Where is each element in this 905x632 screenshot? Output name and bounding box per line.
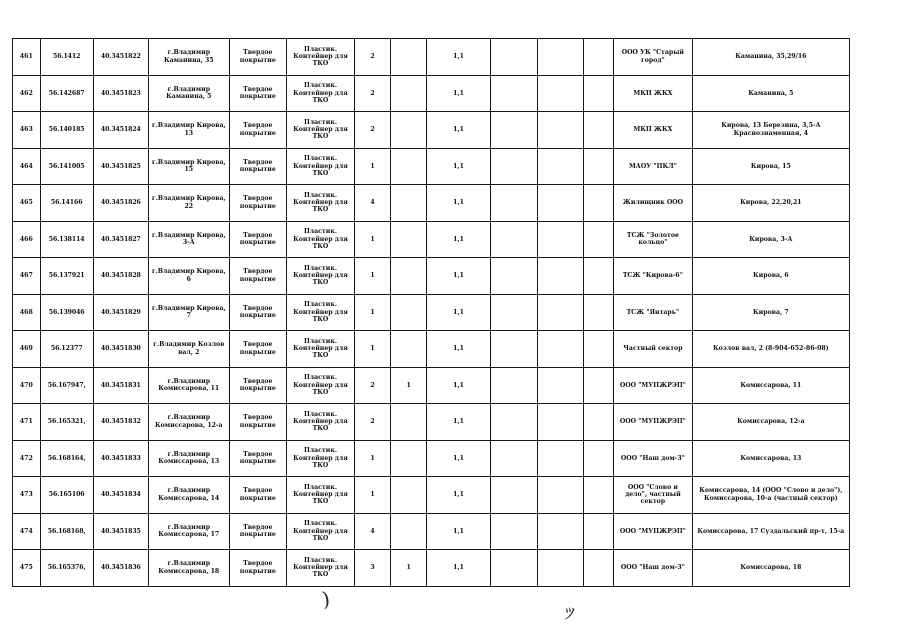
latitude-cell: 56.168168, [40, 513, 93, 550]
empty-cell [490, 221, 537, 258]
longitude-cell: 40.3451834 [93, 477, 148, 514]
row-number: 475 [13, 550, 41, 587]
address-cell: г.Владимир Каманина, 35 [148, 39, 229, 76]
surface-cell: Твердое покрытие [229, 39, 286, 76]
longitude-cell: 40.3451823 [93, 75, 148, 112]
surface-cell: Твердое покрытие [229, 148, 286, 185]
container-type-cell: Пластик. Контейнер для ТКО [286, 258, 354, 295]
latitude-cell: 56.14166 [40, 185, 93, 222]
container-count-extra-cell [391, 39, 427, 76]
empty-cell [490, 258, 537, 295]
table-body [13, 39, 850, 587]
volume-cell: 1,1 [427, 39, 491, 76]
empty-cell [584, 112, 614, 149]
address-cell: г.Владимир Козлов вал, 2 [148, 331, 229, 368]
served-objects-cell: Кирова, 6 [692, 258, 849, 295]
empty-cell [584, 75, 614, 112]
signature-mark-right: ﾂ [562, 603, 576, 626]
served-objects-cell: Кирова, 13 Березина, 3,5-А Краснознаменная, 4 [692, 112, 849, 149]
longitude-cell: 40.3451835 [93, 513, 148, 550]
served-objects-cell: Комиссарова, 17 Суздальский пр-т, 15-а [692, 513, 849, 550]
longitude-cell: 40.3451827 [93, 221, 148, 258]
owner-cell: МКП ЖКХ [614, 112, 693, 149]
longitude-cell: 40.3451826 [93, 185, 148, 222]
empty-cell [537, 258, 584, 295]
row-number: 463 [13, 112, 41, 149]
longitude-cell: 40.3451833 [93, 440, 148, 477]
address-cell: г.Владимир Кирова, 3-А [148, 221, 229, 258]
row-number: 470 [13, 367, 41, 404]
empty-cell [584, 550, 614, 587]
address-cell: г.Владимир Комиссарова, 18 [148, 550, 229, 587]
empty-cell [584, 477, 614, 514]
row-number: 466 [13, 221, 41, 258]
empty-cell [584, 39, 614, 76]
empty-cell [584, 331, 614, 368]
owner-cell: ТСЖ "Кирова-6" [614, 258, 693, 295]
owner-cell: ООО "Наш дом-3" [614, 550, 693, 587]
container-count-cell: 1 [354, 258, 390, 295]
longitude-cell: 40.3451828 [93, 258, 148, 295]
table-row [13, 39, 850, 76]
owner-cell: ТСЖ "Золотое кольцо" [614, 221, 693, 258]
surface-cell: Твердое покрытие [229, 221, 286, 258]
container-count-extra-cell [391, 221, 427, 258]
latitude-cell: 56.168164, [40, 440, 93, 477]
empty-cell [490, 477, 537, 514]
volume-cell: 1,1 [427, 550, 491, 587]
empty-cell [490, 550, 537, 587]
container-count-cell: 2 [354, 75, 390, 112]
empty-cell [537, 39, 584, 76]
container-count-extra-cell [391, 440, 427, 477]
latitude-cell: 56.138114 [40, 221, 93, 258]
table-row [13, 258, 850, 295]
container-type-cell: Пластик. Контейнер для ТКО [286, 331, 354, 368]
surface-cell: Твердое покрытие [229, 550, 286, 587]
container-type-cell: Пластик. Контейнер для ТКО [286, 185, 354, 222]
address-cell: г.Владимир Комиссарова, 12-а [148, 404, 229, 441]
container-type-cell: Пластик. Контейнер для ТКО [286, 513, 354, 550]
registry-sheet [12, 38, 850, 587]
empty-cell [490, 148, 537, 185]
latitude-cell: 56.140185 [40, 112, 93, 149]
owner-cell: ООО "МУПЖРЭП" [614, 367, 693, 404]
served-objects-cell: Комиссарова, 14 (ООО "Слово и дело"), Комиссарова, 10-а (частный сектор) [692, 477, 849, 514]
surface-cell: Твердое покрытие [229, 75, 286, 112]
table-row [13, 112, 850, 149]
empty-cell [537, 148, 584, 185]
longitude-cell: 40.3451822 [93, 39, 148, 76]
volume-cell: 1,1 [427, 258, 491, 295]
table-row [13, 185, 850, 222]
address-cell: г.Владимир Кирова, 15 [148, 148, 229, 185]
owner-cell: ТСЖ "Янтарь" [614, 294, 693, 331]
container-count-extra-cell [391, 75, 427, 112]
empty-cell [490, 367, 537, 404]
table-row [13, 367, 850, 404]
address-cell: г.Владимир Кирова, 7 [148, 294, 229, 331]
container-count-extra-cell [391, 331, 427, 368]
container-count-cell: 2 [354, 404, 390, 441]
volume-cell: 1,1 [427, 440, 491, 477]
empty-cell [584, 185, 614, 222]
latitude-cell: 56.167947, [40, 367, 93, 404]
longitude-cell: 40.3451836 [93, 550, 148, 587]
container-type-cell: Пластик. Контейнер для ТКО [286, 39, 354, 76]
empty-cell [490, 404, 537, 441]
row-number: 467 [13, 258, 41, 295]
empty-cell [490, 39, 537, 76]
volume-cell: 1,1 [427, 221, 491, 258]
empty-cell [537, 185, 584, 222]
empty-cell [490, 75, 537, 112]
owner-cell: Жилищник ООО [614, 185, 693, 222]
container-count-extra-cell [391, 513, 427, 550]
container-type-cell: Пластик. Контейнер для ТКО [286, 477, 354, 514]
served-objects-cell: Кирова, 7 [692, 294, 849, 331]
owner-cell: МКП ЖКХ [614, 75, 693, 112]
served-objects-cell: Каманина, 5 [692, 75, 849, 112]
longitude-cell: 40.3451831 [93, 367, 148, 404]
empty-cell [537, 294, 584, 331]
empty-cell [584, 258, 614, 295]
container-type-cell: Пластик. Контейнер для ТКО [286, 221, 354, 258]
owner-cell: ООО "Наш дом-3" [614, 440, 693, 477]
container-type-cell: Пластик. Контейнер для ТКО [286, 75, 354, 112]
volume-cell: 1,1 [427, 331, 491, 368]
signature-mark-left: ) [320, 586, 332, 612]
container-count-cell: 1 [354, 331, 390, 368]
container-count-cell: 1 [354, 294, 390, 331]
container-count-extra-cell [391, 185, 427, 222]
container-count-extra-cell [391, 148, 427, 185]
volume-cell: 1,1 [427, 112, 491, 149]
table-row [13, 404, 850, 441]
empty-cell [537, 331, 584, 368]
empty-cell [584, 513, 614, 550]
container-count-cell: 1 [354, 477, 390, 514]
table-row [13, 550, 850, 587]
longitude-cell: 40.3451832 [93, 404, 148, 441]
served-objects-cell: Козлов вал, 2 (8-904-652-86-08) [692, 331, 849, 368]
surface-cell: Твердое покрытие [229, 331, 286, 368]
volume-cell: 1,1 [427, 75, 491, 112]
served-objects-cell: Комиссарова, 12-а [692, 404, 849, 441]
container-type-cell: Пластик. Контейнер для ТКО [286, 550, 354, 587]
served-objects-cell: Кирова, 3-А [692, 221, 849, 258]
empty-cell [490, 513, 537, 550]
latitude-cell: 56.137921 [40, 258, 93, 295]
surface-cell: Твердое покрытие [229, 513, 286, 550]
empty-cell [537, 75, 584, 112]
owner-cell: ООО "Слово и дело", частный сектор [614, 477, 693, 514]
surface-cell: Твердое покрытие [229, 440, 286, 477]
row-number: 474 [13, 513, 41, 550]
container-count-extra-cell [391, 477, 427, 514]
table-row [13, 477, 850, 514]
served-objects-cell: Комиссарова, 11 [692, 367, 849, 404]
surface-cell: Твердое покрытие [229, 294, 286, 331]
container-count-cell: 2 [354, 112, 390, 149]
row-number: 468 [13, 294, 41, 331]
container-count-cell: 4 [354, 513, 390, 550]
empty-cell [537, 477, 584, 514]
container-count-extra-cell: 1 [391, 550, 427, 587]
address-cell: г.Владимир Комиссарова, 11 [148, 367, 229, 404]
volume-cell: 1,1 [427, 477, 491, 514]
longitude-cell: 40.3451829 [93, 294, 148, 331]
row-number: 471 [13, 404, 41, 441]
latitude-cell: 56.12377 [40, 331, 93, 368]
surface-cell: Твердое покрытие [229, 477, 286, 514]
container-type-cell: Пластик. Контейнер для ТКО [286, 294, 354, 331]
row-number: 461 [13, 39, 41, 76]
container-count-extra-cell: 1 [391, 367, 427, 404]
address-cell: г.Владимир Комиссарова, 13 [148, 440, 229, 477]
table-row [13, 513, 850, 550]
container-type-cell: Пластик. Контейнер для ТКО [286, 112, 354, 149]
empty-cell [584, 221, 614, 258]
empty-cell [584, 440, 614, 477]
table-row [13, 148, 850, 185]
container-type-cell: Пластик. Контейнер для ТКО [286, 440, 354, 477]
latitude-cell: 56.165376, [40, 550, 93, 587]
address-cell: г.Владимир Каманина, 5 [148, 75, 229, 112]
container-count-extra-cell [391, 294, 427, 331]
served-objects-cell: Каманина, 35,29/16 [692, 39, 849, 76]
empty-cell [490, 185, 537, 222]
table-row [13, 294, 850, 331]
served-objects-cell: Кирова, 22,20,21 [692, 185, 849, 222]
container-count-extra-cell [391, 112, 427, 149]
empty-cell [537, 440, 584, 477]
surface-cell: Твердое покрытие [229, 367, 286, 404]
container-type-cell: Пластик. Контейнер для ТКО [286, 367, 354, 404]
address-cell: г.Владимир Кирова, 22 [148, 185, 229, 222]
served-objects-cell: Комиссарова, 13 [692, 440, 849, 477]
row-number: 464 [13, 148, 41, 185]
latitude-cell: 56.165106 [40, 477, 93, 514]
container-count-cell: 3 [354, 550, 390, 587]
empty-cell [490, 294, 537, 331]
surface-cell: Твердое покрытие [229, 404, 286, 441]
empty-cell [537, 221, 584, 258]
table-row [13, 75, 850, 112]
empty-cell [490, 331, 537, 368]
surface-cell: Твердое покрытие [229, 258, 286, 295]
table-row [13, 440, 850, 477]
container-type-cell: Пластик. Контейнер для ТКО [286, 148, 354, 185]
empty-cell [537, 112, 584, 149]
empty-cell [537, 404, 584, 441]
volume-cell: 1,1 [427, 294, 491, 331]
row-number: 472 [13, 440, 41, 477]
latitude-cell: 56.141005 [40, 148, 93, 185]
longitude-cell: 40.3451830 [93, 331, 148, 368]
volume-cell: 1,1 [427, 404, 491, 441]
empty-cell [490, 440, 537, 477]
volume-cell: 1,1 [427, 367, 491, 404]
empty-cell [490, 112, 537, 149]
empty-cell [584, 367, 614, 404]
row-number: 465 [13, 185, 41, 222]
row-number: 462 [13, 75, 41, 112]
container-count-cell: 4 [354, 185, 390, 222]
container-count-cell: 2 [354, 39, 390, 76]
table-row [13, 221, 850, 258]
surface-cell: Твердое покрытие [229, 112, 286, 149]
owner-cell: МАОУ "ПКЛ" [614, 148, 693, 185]
container-count-cell: 2 [354, 367, 390, 404]
container-count-cell: 1 [354, 221, 390, 258]
container-count-extra-cell [391, 404, 427, 441]
latitude-cell: 56.139046 [40, 294, 93, 331]
longitude-cell: 40.3451824 [93, 112, 148, 149]
address-cell: г.Владимир Кирова, 6 [148, 258, 229, 295]
waste-sites-table [12, 38, 850, 587]
served-objects-cell: Комиссарова, 18 [692, 550, 849, 587]
latitude-cell: 56.1412 [40, 39, 93, 76]
container-count-cell: 1 [354, 440, 390, 477]
empty-cell [584, 294, 614, 331]
empty-cell [537, 367, 584, 404]
served-objects-cell: Кирова, 15 [692, 148, 849, 185]
owner-cell: ООО "МУПЖРЭП" [614, 404, 693, 441]
volume-cell: 1,1 [427, 185, 491, 222]
empty-cell [584, 148, 614, 185]
owner-cell: ООО "МУПЖРЭП" [614, 513, 693, 550]
surface-cell: Твердое покрытие [229, 185, 286, 222]
address-cell: г.Владимир Кирова, 13 [148, 112, 229, 149]
address-cell: г.Владимир Комиссарова, 17 [148, 513, 229, 550]
latitude-cell: 56.142687 [40, 75, 93, 112]
owner-cell: Частный сектор [614, 331, 693, 368]
empty-cell [537, 513, 584, 550]
empty-cell [537, 550, 584, 587]
volume-cell: 1,1 [427, 513, 491, 550]
table-row [13, 331, 850, 368]
container-count-cell: 1 [354, 148, 390, 185]
row-number: 469 [13, 331, 41, 368]
container-type-cell: Пластик. Контейнер для ТКО [286, 404, 354, 441]
address-cell: г.Владимир Комиссарова, 14 [148, 477, 229, 514]
longitude-cell: 40.3451825 [93, 148, 148, 185]
owner-cell: ООО УК "Старый город" [614, 39, 693, 76]
latitude-cell: 56.165321, [40, 404, 93, 441]
row-number: 473 [13, 477, 41, 514]
container-count-extra-cell [391, 258, 427, 295]
volume-cell: 1,1 [427, 148, 491, 185]
empty-cell [584, 404, 614, 441]
